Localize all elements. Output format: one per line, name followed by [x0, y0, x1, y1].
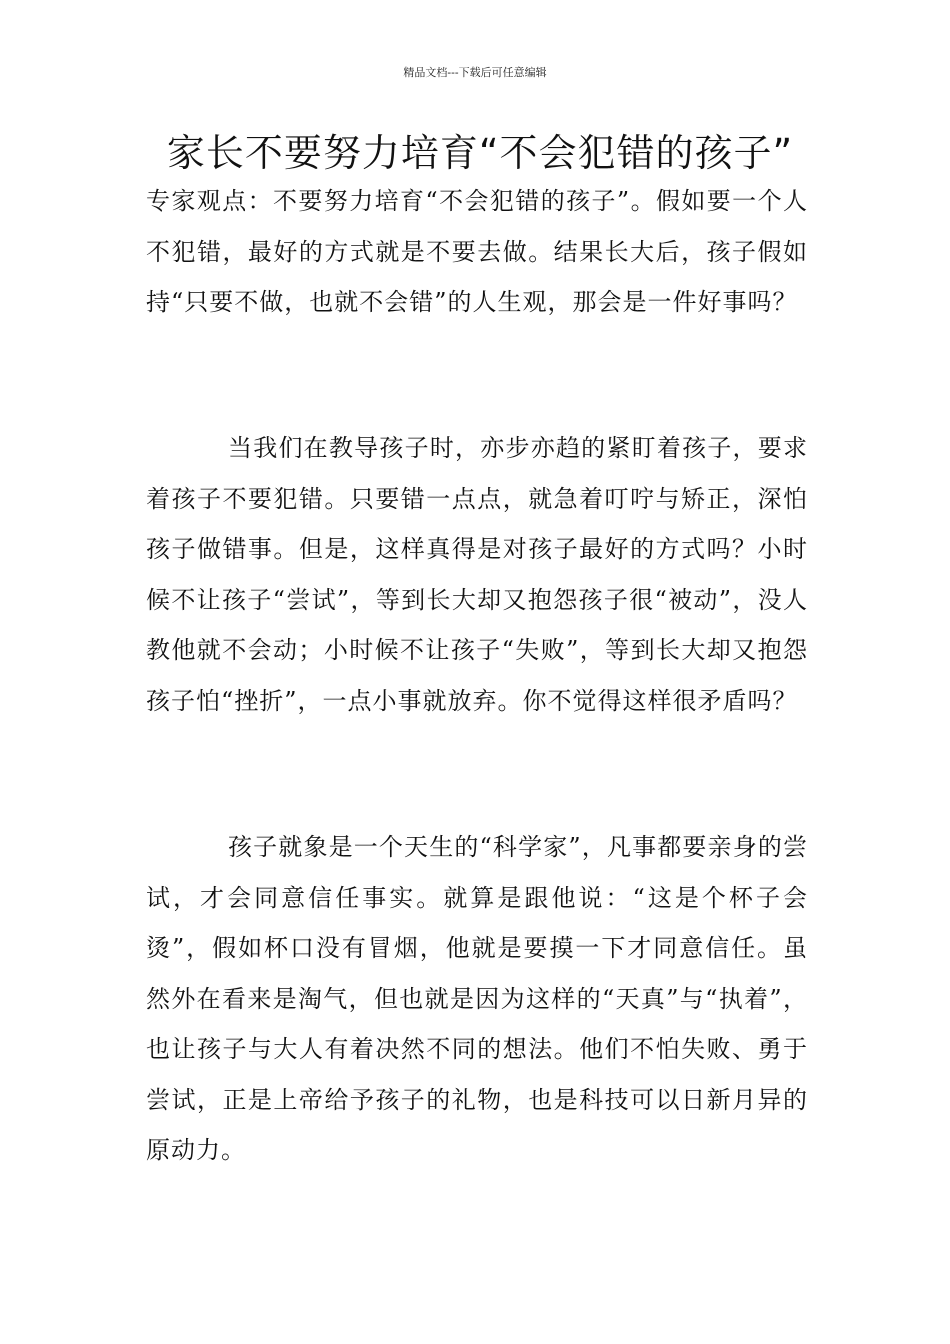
paragraph-child-scientist: 孩子就象是一个天生的“科学家”，凡事都要亲身的尝试，才会同意信任事实。就算是跟他说：“这是个杯子会烫”，假如杯口没有冒烟，他就是要摸一下才同意信任。虽然外在看来是淘气，但也就是因为这样的“天真”与“执着”，也让孩子与大人有着决然不同的想法。他们不怕失败、勇于尝试，正是上帝给予孩子的礼物，也是科技可以日新月异的原动力。 [146, 833, 808, 1164]
paragraph-expert-view: 专家观点：不要努力培育“不会犯错的孩子”。假如要一个人不犯错，最好的方式就是不要去做。结果长大后，孩子假如持“只要不做，也就不会错”的人生观，那会是一件好事吗？ [146, 187, 808, 316]
page-header-note: 精品文档---下载后可任意编辑 [403, 66, 547, 79]
article-title: 家长不要努力培育“不会犯错的孩子” [166, 131, 794, 175]
paragraph-teaching-children: 当我们在教导孩子时，亦步亦趋的紧盯着孩子，要求着孩子不要犯错。只要错一点点，就急着叮咛与矫正，深怕孩子做错事。但是，这样真得是对孩子最好的方式吗？小时候不让孩子“尝试”，等到长大却又抱怨孩子很“被动”，没人教他就不会动；小时候不让孩子“失败”，等到长大却又抱怨孩子怕“挫折”，一点小事就放弃。你不觉得这样很矛盾吗？ [146, 434, 808, 715]
